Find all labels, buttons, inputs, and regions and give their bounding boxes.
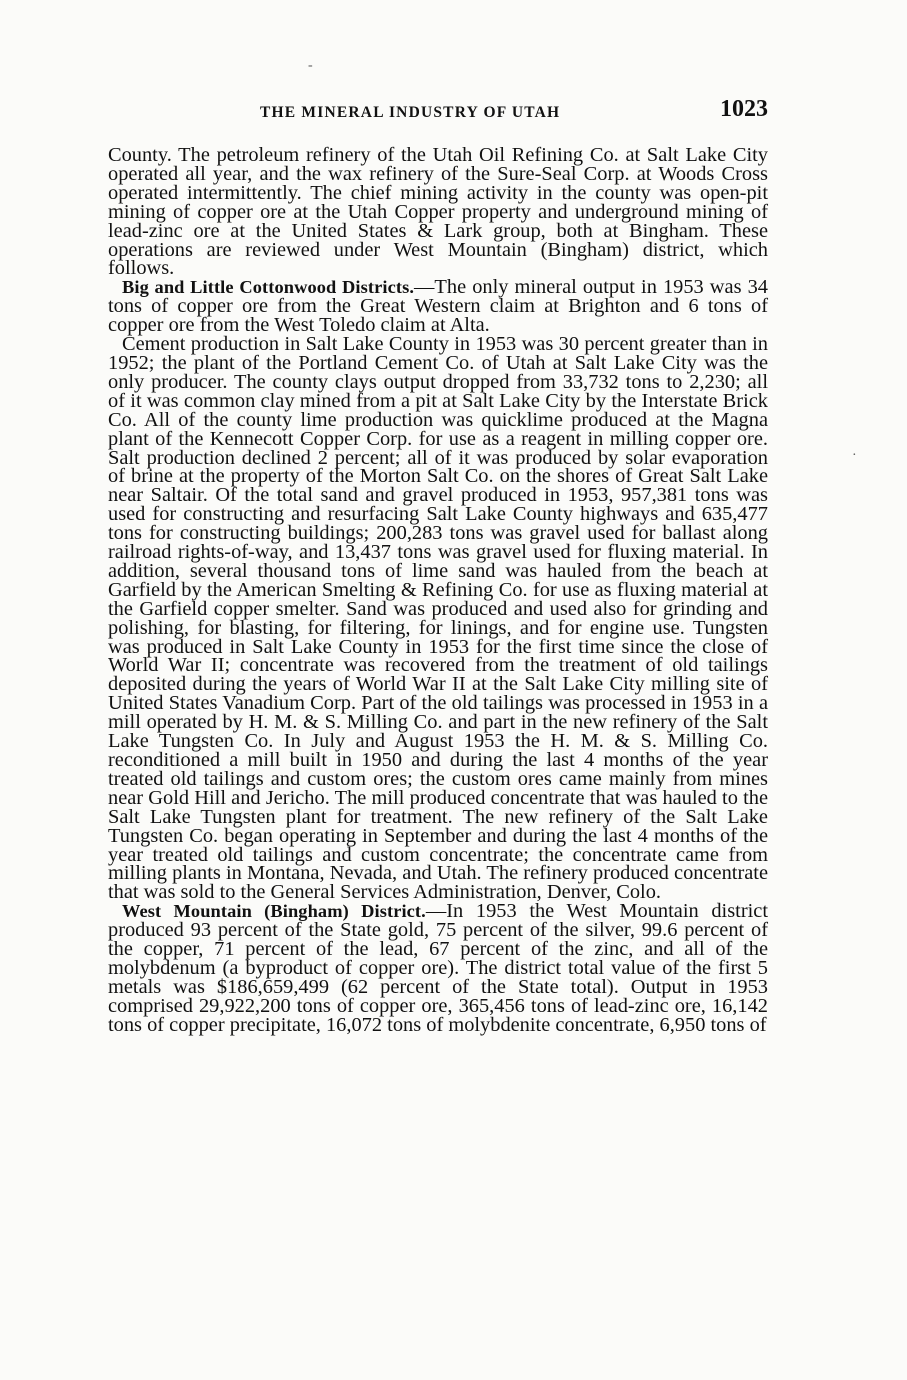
paragraph-text: —The only mineral output in 1953 was 34 tons of copper ore from the Great Western claim at Brighton and 6 tons of copper ore from the West Toledo claim at Alta. xyxy=(108,276,768,337)
paragraph-text: County. The petroleum refinery of the Utah Oil Refining Co. at Salt Lake City operated all year, and the wax refinery of the Sure-Seal Corp. at Woods Cross operated intermittently. The chief mining activity in the county was open-pit mining of copper ore at the Utah Copper property and underground mining of lead-zinc ore at the United States & Lark group, both at Bingham. These operations are reviewed under West Mountain (Bingham) district, which follows. xyxy=(108,144,768,280)
print-speck: - xyxy=(308,58,313,73)
paragraph-text: Cement production in Salt Lake County in 1953 was 30 percent greater than in 1952; the plant of the Portland Cement Co. of Utah at Salt Lake City was the only producer. The county clays output dropped from 33,732 tons to 2,230; all of it was common clay mined from a pit at Salt Lake City by the Interstate Brick Co. All of the county lime production was quicklime produced at the Magna plant of the Kennecott Copper Corp. for use as a reagent in milling copper ore. Salt production declined 2 percent; all of it was produced by solar evaporation of brine at the property of the Morton Salt Co. on the shores of Great Salt Lake near Saltair. Of the total sand and gravel produced in 1953, 957,381 tons was used for constructing and resurfacing Salt Lake County highways and 635,477 tons for constructing buildings; 200,283 tons was gravel used for ballast along railroad rights-of-way, and 13,437 tons was gravel used for fluxing material. In addition, several thousand tons of lime sand was hauled from the beach at Garfield by the American Smelting & Refining Co. for use as fluxing material at the Garfield copper smelter. Sand was produced and used also for grinding and polishing, for blasting, for filtering, for linings, and for engine use. Tungsten was produced in Salt Lake County in 1953 for the first time since the close of World War II; concentrate was recovered from the treatment of old tailings deposited during the years of World War II at the Salt Lake City milling site of United States Vanadium Corp. Part of the old tailings was processed in 1953 in a mill operated by H. M. & S. Milling Co. and part in the new refinery of the Salt Lake Tungsten Co. In July and August 1953 the H. M. & S. Milling Co. reconditioned a mill built in 1950 and during the last 4 months of the year treated old tailings and custom ores; the custom ores came mainly from mines near Gold Hill and Jericho. The mill produced concentrate that was hauled to the Salt Lake Tungsten plant for treatment. The new refinery of the Salt Lake Tungsten Co. began operating in September and during the last 4 months of the year treated old tailings and custom concentrate; the concentrate came from milling plants in Montana, Nevada, and Utah. The refinery produced concentrate that was sold to the General Services Administration, Denver, Colo. xyxy=(108,333,768,904)
paragraph-cement xyxy=(108,335,768,902)
body-text xyxy=(108,146,768,1035)
section-heading: West Mountain (Bingham) District. xyxy=(122,901,426,922)
page-number: 1023 xyxy=(720,96,768,122)
section-heading: Big and Little Cottonwood Districts. xyxy=(122,277,415,298)
paragraph-cottonwood xyxy=(108,278,768,335)
print-speck: · xyxy=(852,448,857,463)
running-title: THE MINERAL INDUSTRY OF UTAH xyxy=(260,104,561,121)
paragraph xyxy=(108,146,768,278)
running-header xyxy=(108,96,768,128)
paragraph-west-mountain xyxy=(108,902,768,1034)
paragraph-text: —In 1953 the West Mountain district produced 93 percent of the State gold, 75 percent of the silver, 99.6 percent of the copper, 71 percent of the lead, 67 percent of the zinc, and all of the molybdenum (a byproduct of copper ore). The district total value of the first 5 metals was $186,659,499 (62 percent of the State total). Output in 1953 comprised 29,922,200 tons of copper ore, 365,456 tons of lead-zinc ore, 16,142 tons of copper precipitate, 16,072 tons of molybdenite concentrate, 6,950 tons of xyxy=(108,900,768,1036)
